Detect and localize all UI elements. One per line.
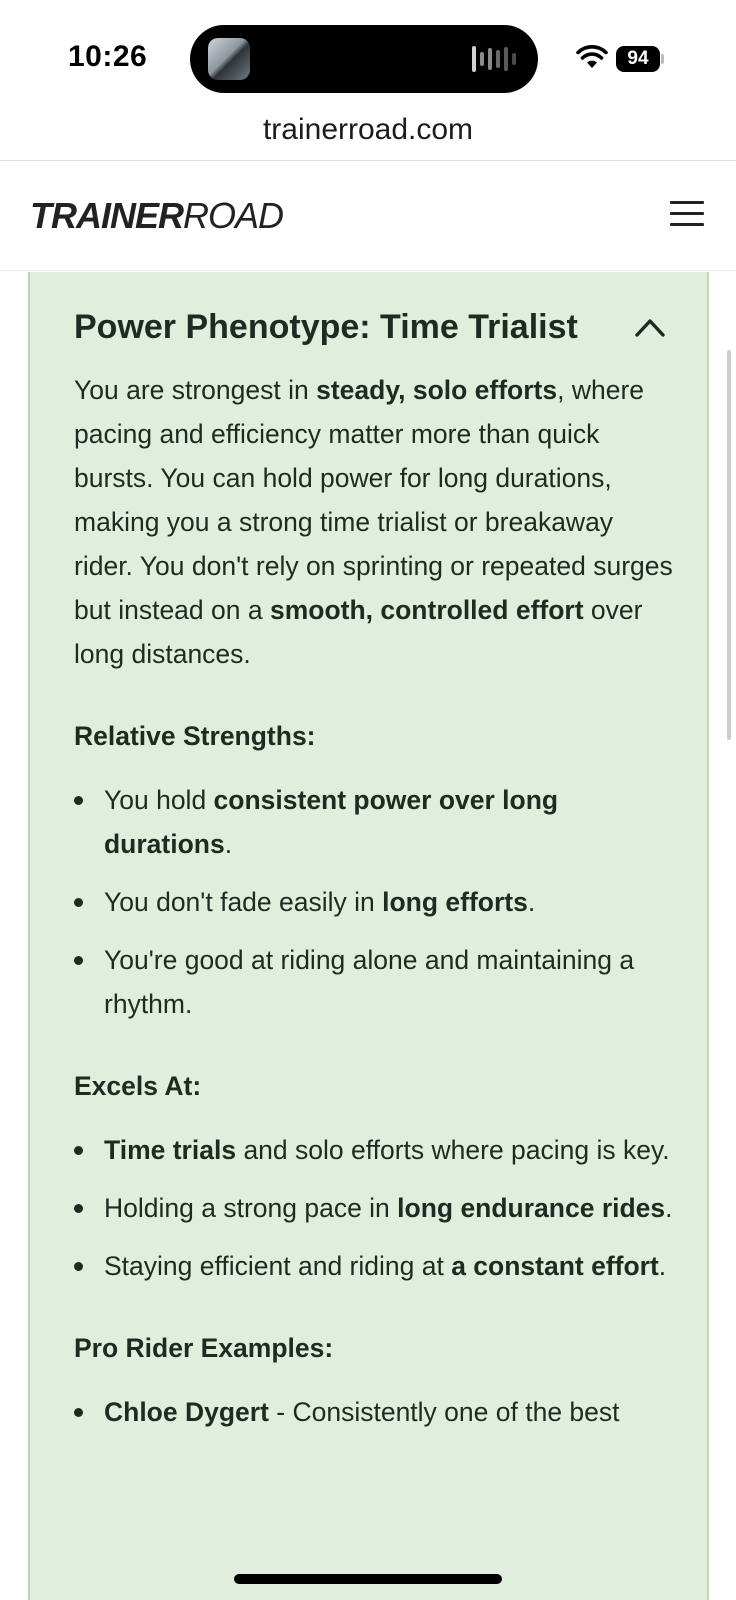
logo-light-text: ROAD xyxy=(183,195,284,236)
text-run: . xyxy=(527,887,536,917)
section-heading: Pro Rider Examples: xyxy=(74,1333,334,1363)
chevron-up-icon[interactable] xyxy=(634,316,666,338)
text-run: You are strongest in xyxy=(74,375,317,405)
bold-text: Time trials xyxy=(104,1135,237,1165)
card-title[interactable]: Power Phenotype: Time Trialist xyxy=(74,308,578,346)
text-run: Staying efficient and riding at xyxy=(104,1251,452,1281)
card-body xyxy=(74,368,674,1448)
hamburger-menu-icon[interactable] xyxy=(670,199,704,229)
site-header xyxy=(0,161,736,271)
card-sections xyxy=(74,714,674,1434)
bold-text: smooth, controlled effort xyxy=(269,595,584,625)
home-indicator[interactable] xyxy=(234,1574,502,1584)
address-bar[interactable]: trainerroad.com xyxy=(262,113,474,146)
intro-paragraph xyxy=(74,368,674,676)
text-run: and solo efforts where pacing is key. xyxy=(236,1135,670,1165)
list-item xyxy=(74,880,674,924)
bold-text: steady, solo efforts xyxy=(316,375,558,405)
text-run: . xyxy=(665,1193,673,1223)
text-run: You're good at riding alone and maintaining a rhythm. xyxy=(104,945,635,1019)
bold-text: long endurance rides xyxy=(397,1193,666,1223)
text-run: You don't fade easily in xyxy=(104,887,383,917)
scrollbar[interactable] xyxy=(727,350,731,740)
text-run: Holding a strong pace in xyxy=(104,1193,398,1223)
text-run: . xyxy=(658,1251,667,1281)
text-run: over long distances. xyxy=(74,595,643,669)
list-item xyxy=(74,938,674,1026)
bold-text: a constant effort xyxy=(451,1251,659,1281)
bold-text: consistent power over long durations xyxy=(104,785,559,859)
logo-bold-text: TRAINER xyxy=(30,195,183,236)
section-heading: Relative Strengths: xyxy=(74,721,316,751)
bullet-list xyxy=(74,1128,674,1288)
now-playing-artwork xyxy=(208,38,250,80)
text-run: , where pacing and efficiency matter more than quick bursts. You can hold power for long durations, making you a strong time trialist or breakaway rider. You don't rely on sprinting or repeated surges but instead on a xyxy=(74,375,673,625)
section-heading: Excels At: xyxy=(74,1071,202,1101)
list-item xyxy=(74,1390,674,1434)
bold-text: long efforts xyxy=(382,887,528,917)
list-item xyxy=(74,1186,674,1230)
status-time: 10:26 xyxy=(68,40,148,73)
phenotype-card xyxy=(28,272,709,1600)
list-item xyxy=(74,1244,674,1288)
list-item xyxy=(74,778,674,866)
trainerroad-logo[interactable] xyxy=(30,195,283,237)
text-run: - Consistently one of the best xyxy=(268,1397,620,1427)
waveform-icon xyxy=(472,45,516,73)
text-run: You hold xyxy=(104,785,214,815)
battery-level: 94 xyxy=(616,46,660,72)
wifi-icon xyxy=(576,44,608,70)
bullet-list xyxy=(74,1390,674,1434)
battery-icon xyxy=(616,46,664,72)
bold-text: Chloe Dygert xyxy=(104,1397,269,1427)
bullet-list xyxy=(74,778,674,1026)
dynamic-island[interactable] xyxy=(190,25,538,93)
list-item xyxy=(74,1128,674,1172)
status-bar xyxy=(0,0,736,110)
text-run: . xyxy=(224,829,233,859)
